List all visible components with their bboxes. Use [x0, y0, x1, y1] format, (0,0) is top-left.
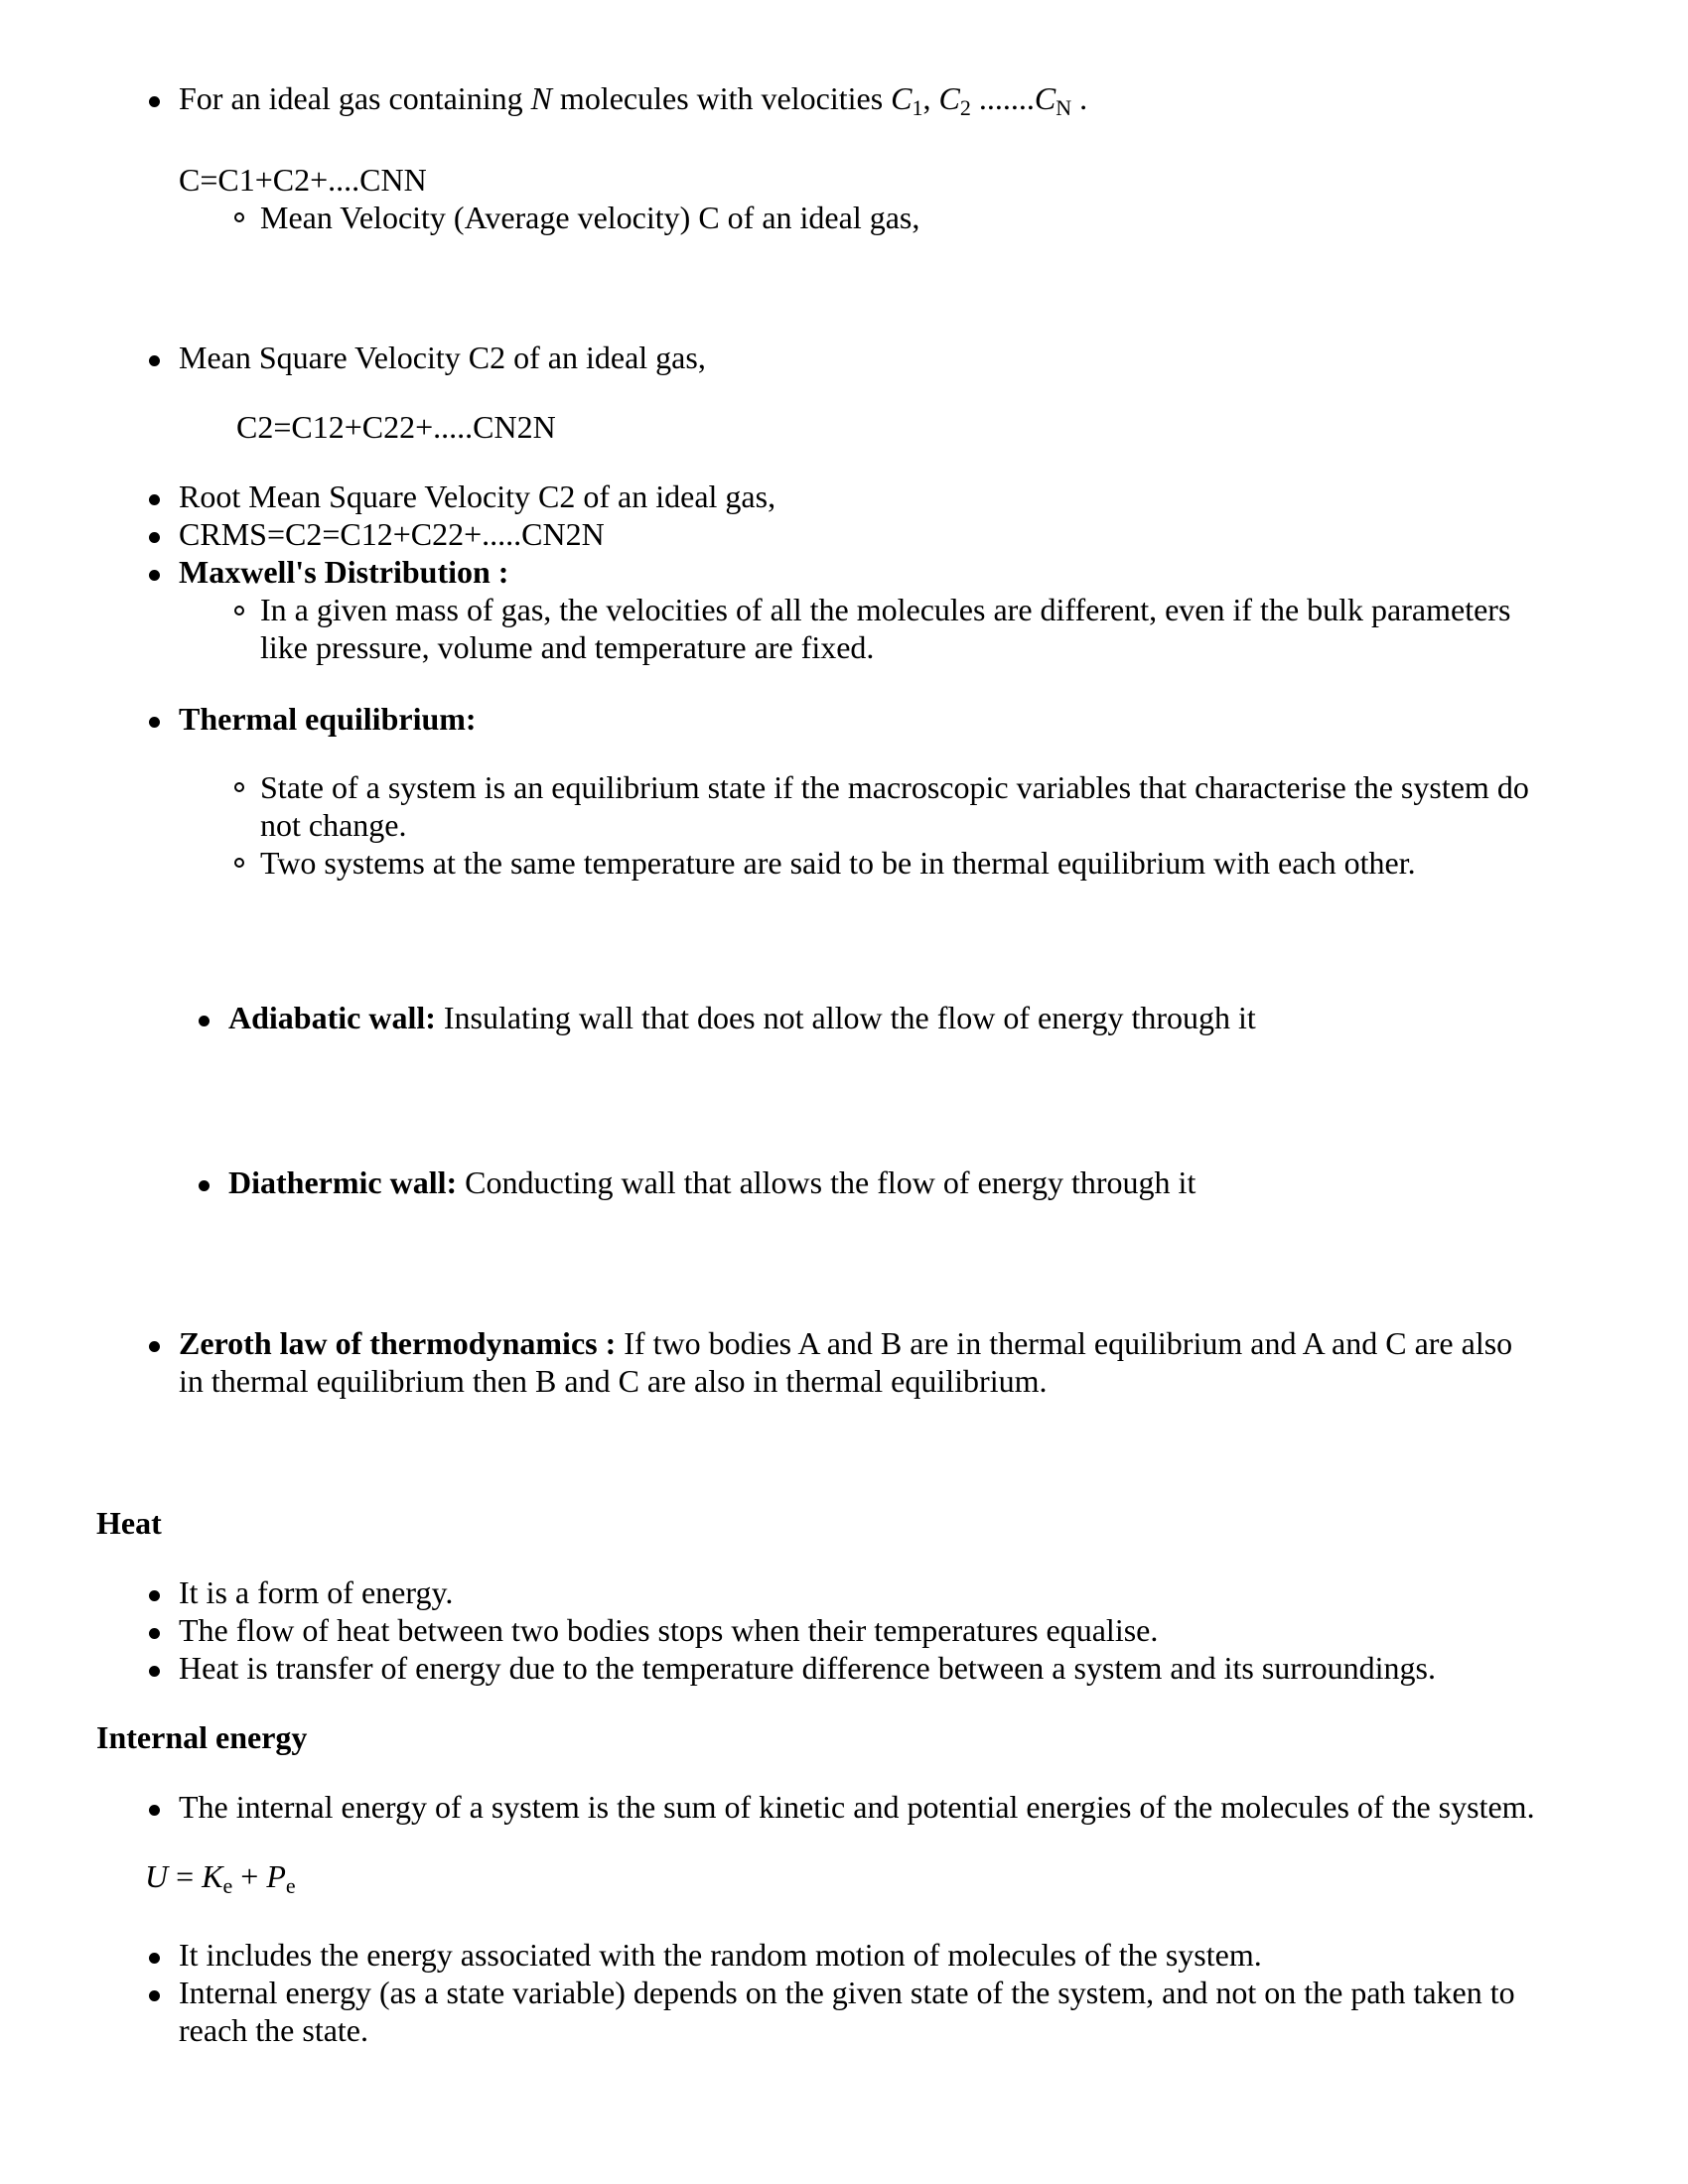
- internal-energy-state-1: Internal energy (as a state variable) depends on the given state of the system, and not on the path taken to: [179, 1975, 1515, 2010]
- velocity-c2: C: [938, 80, 960, 116]
- velocity-c1-sub: 1: [912, 95, 923, 120]
- gas-intro-n: N: [530, 80, 552, 116]
- bullet-icon: [199, 1016, 210, 1026]
- maxwell-line-1: In a given mass of gas, the velocities of all the molecules are different, even if the bulk parameters: [260, 592, 1511, 627]
- bullet-icon: [149, 494, 160, 505]
- bullet-icon: [199, 1180, 210, 1191]
- adiabatic-wall-title: Adiabatic wall:: [228, 1000, 436, 1035]
- velocity-c2-sub: 2: [959, 95, 971, 120]
- heat-heading: Heat: [96, 1505, 162, 1541]
- rms-formula: CRMS=C2=C12+C22+.....CN2N: [179, 516, 605, 552]
- state-line-2: not change.: [260, 807, 407, 843]
- mean-velocity-text: Mean Velocity (Average velocity) C of an ideal gas,: [260, 200, 920, 235]
- rms-label: Root Mean Square Velocity C2 of an ideal gas,: [179, 478, 776, 514]
- bullet-icon: [149, 717, 160, 728]
- velocity-cn: C: [1034, 80, 1056, 116]
- bullet-icon: [149, 1590, 160, 1601]
- bullet-icon: [149, 570, 160, 581]
- velocity-end: .: [1071, 80, 1088, 116]
- adiabatic-wall-line: [228, 999, 1256, 1036]
- velocity-c1: C: [891, 80, 913, 116]
- mean-square-text: Mean Square Velocity C2 of an ideal gas,: [179, 340, 706, 375]
- zeroth-law-line-1: [179, 1324, 1512, 1362]
- mean-square-formula: C2=C12+C22+.....CN2N: [236, 409, 556, 445]
- eq-u: U: [145, 1858, 169, 1894]
- internal-energy-sum: The internal energy of a system is the sum of kinetic and potential energies of the molecules of the system.: [179, 1789, 1535, 1825]
- velocity-dots: .......: [970, 80, 1035, 116]
- bullet-icon: [149, 532, 160, 543]
- adiabatic-wall-text: Insulating wall that does not allow the flow of energy through it: [435, 1000, 1256, 1035]
- sub-bullet-icon: [234, 782, 244, 792]
- thermal-equilibrium-title: Thermal equilibrium:: [179, 701, 477, 737]
- diathermic-wall-line: [228, 1163, 1196, 1201]
- gas-intro-line: [179, 79, 1088, 120]
- bullet-icon: [149, 96, 160, 107]
- sub-bullet-icon: [234, 858, 244, 868]
- bullet-icon: [149, 1628, 160, 1639]
- heat-item-3: Heat is transfer of energy due to the temperature difference between a system and its surroundings.: [179, 1650, 1436, 1686]
- diathermic-wall-title: Diathermic wall:: [228, 1164, 458, 1200]
- velocity-sep: ,: [922, 80, 939, 116]
- maxwell-line-2: like pressure, volume and temperature are fixed.: [260, 629, 875, 665]
- bullet-icon: [149, 1341, 160, 1352]
- eq-plus: +: [232, 1858, 267, 1894]
- bullet-icon: [149, 355, 160, 366]
- state-line-1: State of a system is an equilibrium state if the macroscopic variables that characterise the system do: [260, 769, 1529, 805]
- zeroth-law-title: Zeroth law of thermodynamics :: [179, 1325, 617, 1361]
- zeroth-law-line-2: in thermal equilibrium then B and C are also in thermal equilibrium.: [179, 1363, 1048, 1399]
- heat-item-1: It is a form of energy.: [179, 1574, 454, 1610]
- two-systems-text: Two systems at the same temperature are said to be in thermal equilibrium with each other.: [260, 845, 1416, 881]
- heat-item-2: The flow of heat between two bodies stops when their temperatures equalise.: [179, 1612, 1159, 1648]
- mean-formula: C=C1+C2+....CNN: [179, 162, 427, 198]
- gas-intro-prefix: For an ideal gas containing: [179, 80, 531, 116]
- internal-energy-includes: It includes the energy associated with the random motion of molecules of the system.: [179, 1937, 1262, 1973]
- bullet-icon: [149, 1666, 160, 1677]
- zeroth-law-text-1: If two bodies A and B are in thermal equilibrium and A and C are also: [616, 1325, 1513, 1361]
- internal-energy-equation: [145, 1857, 296, 1898]
- sub-bullet-icon: [234, 606, 244, 615]
- sub-bullet-icon: [234, 212, 244, 222]
- diathermic-wall-text: Conducting wall that allows the flow of energy through it: [457, 1164, 1196, 1200]
- eq-k: K: [202, 1858, 223, 1894]
- bullet-icon: [149, 1953, 160, 1964]
- bullet-icon: [149, 1805, 160, 1816]
- velocity-cn-sub: N: [1055, 95, 1072, 120]
- internal-energy-state-2: reach the state.: [179, 2012, 368, 2048]
- gas-intro-mid: molecules with velocities: [551, 80, 892, 116]
- eq-p: P: [266, 1858, 286, 1894]
- eq-p-sub: e: [285, 1873, 296, 1898]
- eq-k-sub: e: [222, 1873, 233, 1898]
- maxwell-title: Maxwell's Distribution :: [179, 554, 509, 590]
- bullet-icon: [149, 1990, 160, 2001]
- eq-equals: =: [168, 1858, 203, 1894]
- internal-energy-heading: Internal energy: [96, 1719, 308, 1755]
